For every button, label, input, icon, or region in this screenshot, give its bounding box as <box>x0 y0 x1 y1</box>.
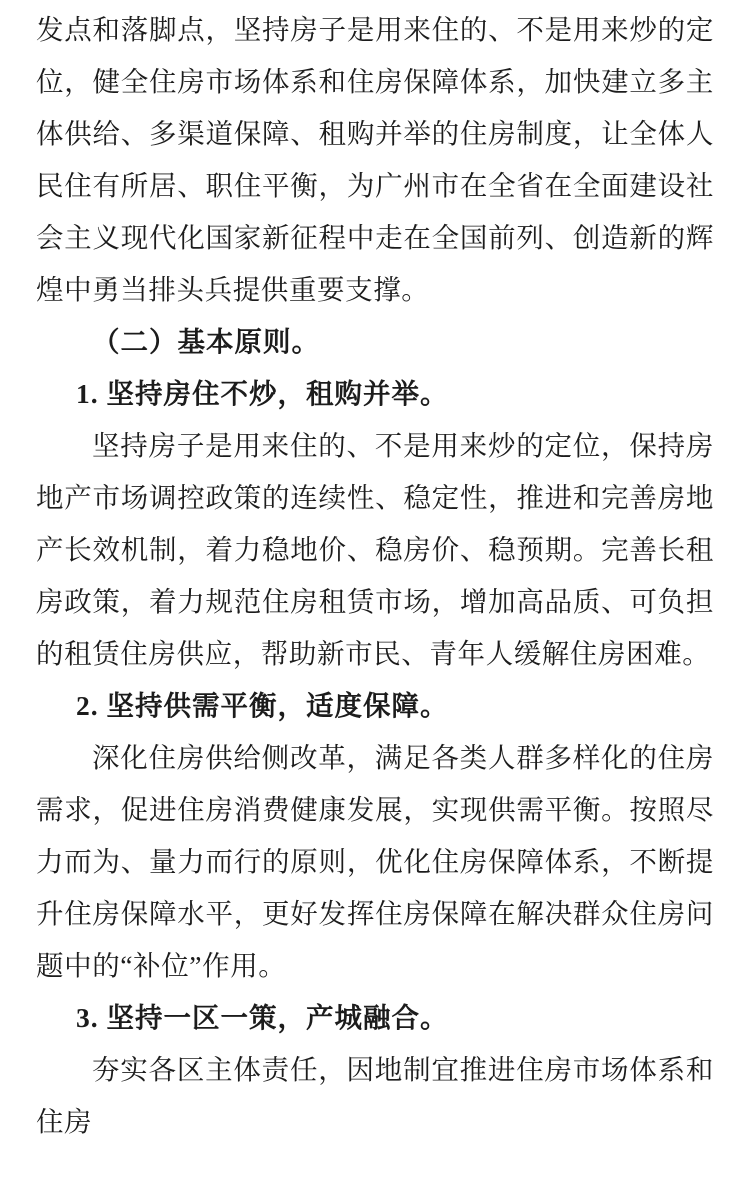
heading-basic-principles: （二）基本原则。 <box>92 326 320 357</box>
paragraph-principle-1-body: 坚持房子是用来住的、不是用来炒的定位，保持房地产市场调控政策的连续性、稳定性，推进和完善房地产长效机制，着力稳地价、稳房价、稳预期。完善长租房政策，着力规范住房租赁市场，增加高品质、可负担的租赁住房供应，帮助新市民、青年人缓解住房困难。 <box>36 430 714 669</box>
heading-principle-1: 1. 坚持房住不炒，租购并举。 <box>76 378 449 409</box>
paragraph-principle-2-body: 深化住房供给侧改革，满足各类人群多样化的住房需求，促进住房消费健康发展，实现供需平衡。按照尽力而为、量力而行的原则，优化住房保障体系，不断提升住房保障水平，更好发挥住房保障在解决群众住房问题中的“补位”作用。 <box>36 742 714 981</box>
heading-principle-3: 3. 坚持一区一策，产城融合。 <box>76 1002 449 1033</box>
paragraph-principle-3-body: 夯实各区主体责任，因地制宜推进住房市场体系和住房 <box>36 1054 714 1137</box>
heading-principle-2: 2. 坚持供需平衡，适度保障。 <box>76 690 449 721</box>
paragraph-intro: 发点和落脚点，坚持房子是用来住的、不是用来炒的定位，健全住房市场体系和住房保障体系，加快建立多主体供给、多渠道保障、租购并举的住房制度，让全体人民住有所居、职住平衡，为广州市在全省在全面建设社会主义现代化国家新征程中走在全国前列、创造新的辉煌中勇当排头兵提供重要支撑。 <box>36 14 714 305</box>
document-body <box>36 0 714 1148</box>
